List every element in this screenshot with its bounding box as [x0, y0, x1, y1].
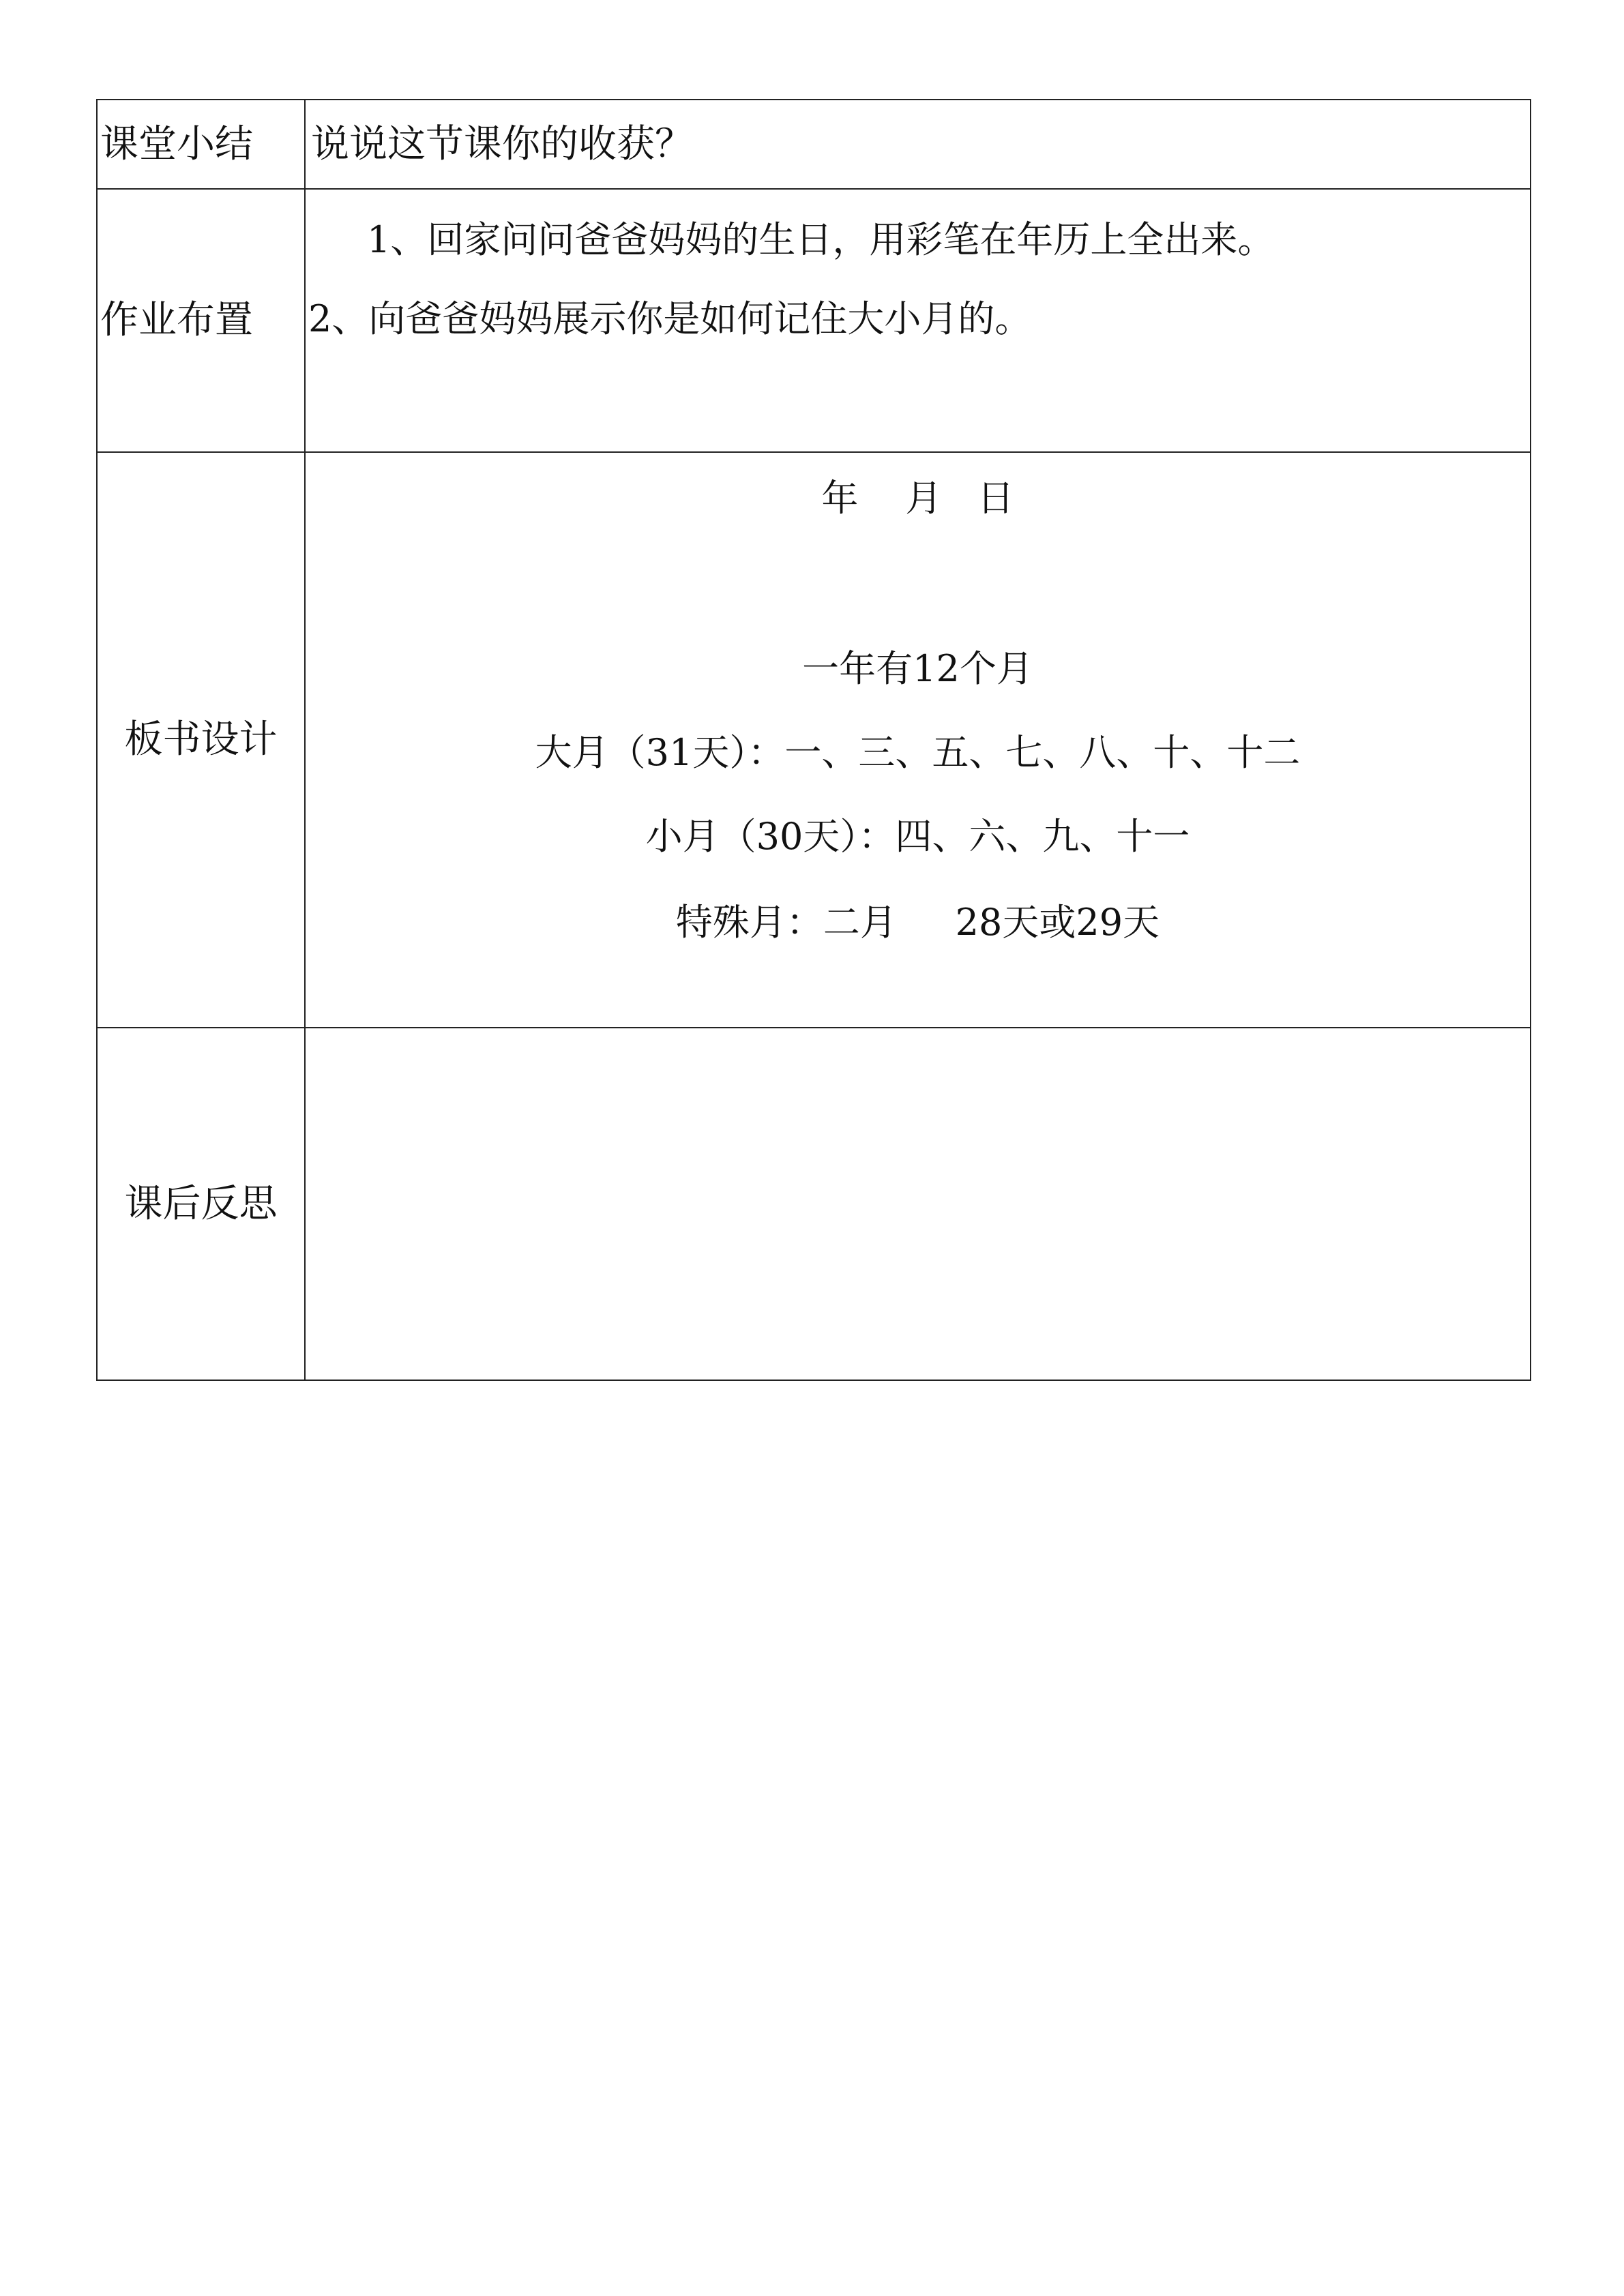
- board-content-cell: [305, 452, 1531, 1028]
- homework-item-2: 2、向爸爸妈妈展示你是如何记住大小月的。: [308, 297, 1032, 341]
- board-title: 年 月 日: [821, 476, 1014, 520]
- reflection-label: 课后反思: [124, 1181, 278, 1226]
- row-board-design: [97, 452, 1531, 1028]
- homework-label: 作业布置: [100, 298, 253, 343]
- summary-text: 说说这节课你的收获？: [311, 121, 693, 166]
- homework-label-cell: [97, 189, 305, 451]
- row-class-summary: [97, 100, 1531, 189]
- board-line-long-months: 大月（31天）：一、三、五、七、八、十、十二: [535, 730, 1301, 774]
- board-line-months-count: 一年有12个月: [802, 646, 1033, 690]
- lesson-plan-table: [96, 99, 1531, 1381]
- row-homework: [97, 189, 1531, 451]
- summary-label-cell: [97, 100, 305, 189]
- homework-item-1: 1、回家问问爸爸妈妈的生日，用彩笔在年历上全出来。: [367, 218, 1275, 262]
- summary-label: 课堂小结: [100, 121, 253, 166]
- reflection-content-cell: [305, 1028, 1531, 1380]
- board-line-short-months: 小月（30天）：四、六、九、十一: [645, 814, 1190, 858]
- board-label: 板书设计: [124, 717, 278, 762]
- board-label-cell: [97, 452, 305, 1028]
- board-line-special-month: 特殊月：二月 28天或29天: [675, 900, 1160, 944]
- homework-content-cell: [305, 189, 1531, 451]
- row-reflection: [97, 1028, 1531, 1380]
- reflection-label-cell: [97, 1028, 305, 1380]
- summary-content-cell: [305, 100, 1531, 189]
